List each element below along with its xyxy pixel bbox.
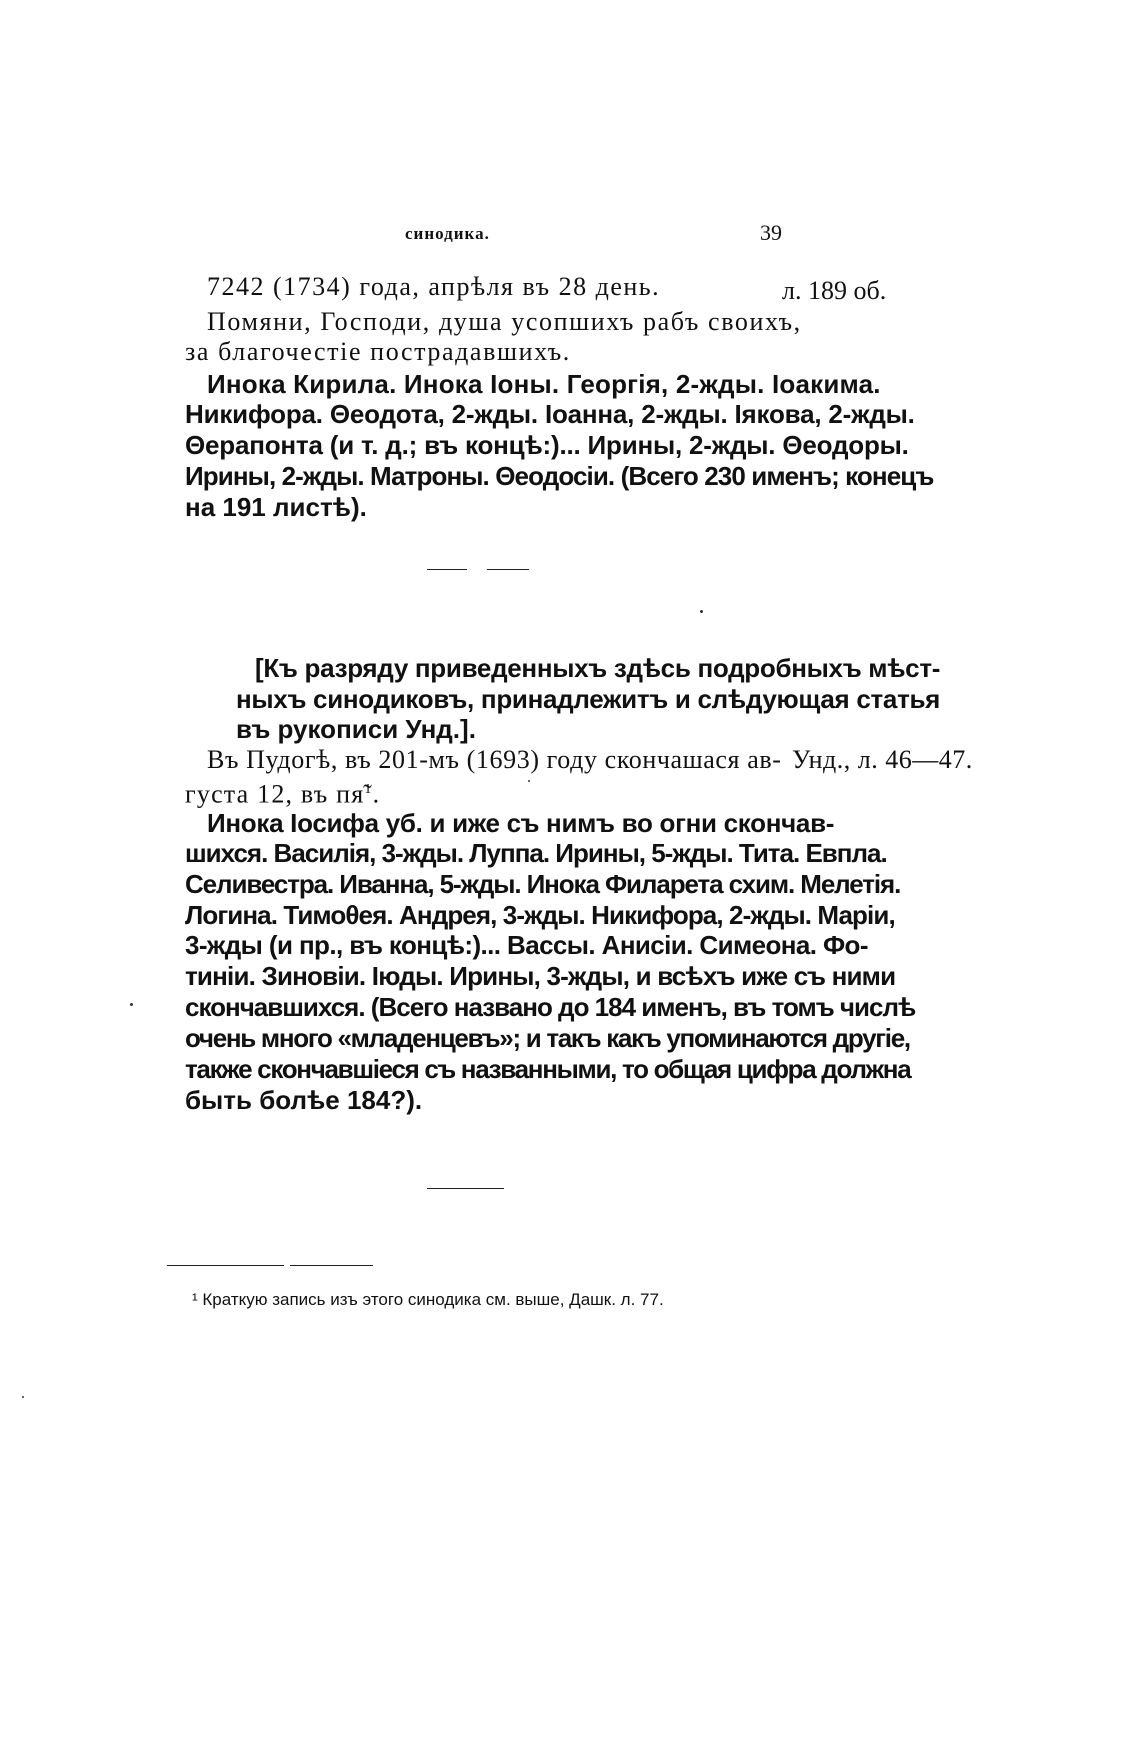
footnote-mark: ¹ (192, 1290, 198, 1309)
separator-rule (427, 1188, 504, 1189)
entry2-line-9: также скончавшіеся съ названными, то общая цифра должна (185, 1054, 911, 1084)
entry2-intro-3: въ рукописи Унд.]. (236, 714, 476, 744)
footnote-rule-right (290, 1265, 373, 1266)
page-number: 39 (760, 220, 782, 245)
entry2-heading-2-text: густа 12, въ пя̃ (185, 779, 365, 809)
entry1-line-5: Θерапонта (и т. д.; въ концѣ:)... Ирины, 2-жды. Θеодоры. (185, 430, 909, 460)
entry2-line-2: шихся. Василія, 3-жды. Луппа. Ирины, 5-жды. Тита. Евпла. (185, 838, 887, 868)
print-speck (528, 780, 530, 782)
entry1-line-7: на 191 листѣ). (185, 492, 367, 522)
footnote-rule-left (167, 1265, 284, 1266)
entry1-line-3: Инока Кирила. Инока Іоны. Георгія, 2-жды. Іоакима. (207, 369, 881, 399)
entry2-margin-ref: Унд., л. 46—47. (792, 745, 973, 774)
entry1-line-4: Никифора. Θеодота, 2-жды. Іоанна, 2-жды. Іякова, 2-жды. (185, 399, 915, 429)
entry2-line-10: быть болѣе 184?). (185, 1085, 423, 1115)
footnote (192, 1290, 664, 1310)
running-head: синодика. (405, 224, 490, 243)
print-speck (130, 1003, 133, 1006)
entry2-line-1: Инока Іосифа уб. и иже съ нимъ во огни скончав- (207, 808, 835, 838)
entry1-line-2: за благочестіе пострадавшихъ. (185, 337, 571, 366)
entry2-line-4: Логина. Тимоθея. Андрея, 3-жды. Никифора, 2-жды. Маріи, (185, 900, 895, 930)
footnote-text: Краткую запись изъ этого синодика см. выше, Дашк. л. 77. (202, 1290, 664, 1309)
entry2-heading-1: Въ Пудогѣ, въ 201-мъ (1693) году скончашася ав- (207, 745, 782, 774)
entry2-line-8: очень много «младенцевъ»; и такъ какъ упоминаются другіе, (185, 1023, 910, 1053)
print-speck (22, 1396, 24, 1398)
entry2-intro-2: ныхъ синодиковъ, принадлежитъ и слѣдующая статья (236, 684, 941, 714)
entry2-line-3: Селивестра. Иванна, 5-жды. Инока Филарета схим. Мелетія. (185, 869, 901, 899)
entry1-line-6: Ирины, 2-жды. Матроны. Θеодосіи. (Всего 230 именъ; конецъ (185, 461, 934, 491)
entry2-heading-2 (185, 775, 380, 810)
separator-rule-right (487, 569, 529, 570)
entry2-intro-1: [Къ разряду приведенныхъ здѣсь подробныхъ мѣст- (255, 653, 941, 683)
entry2-line-7: скончавшихся. (Всего названо до 184 именъ, въ томъ числѣ (185, 992, 916, 1022)
print-speck (700, 610, 703, 613)
entry1-margin-ref: л. 189 об. (782, 276, 887, 305)
footnote-reference: 1 (364, 782, 373, 797)
entry2-line-5: 3-жды (и пр., въ концѣ:)... Вассы. Анисіи. Симеона. Фо- (185, 930, 868, 960)
entry2-line-6: тиніи. Зиновіи. Іюды. Ирины, 3-жды, и всѣхъ иже съ ними (185, 961, 896, 991)
entry1-heading: 7242 (1734) года, апрѣля въ 28 день. (207, 272, 661, 301)
separator-rule-left (427, 569, 467, 570)
entry1-line-1: Помяни, Господи, душа усопшихъ рабъ своихъ, (207, 307, 802, 336)
entry2-heading-2-end: . (372, 779, 381, 809)
